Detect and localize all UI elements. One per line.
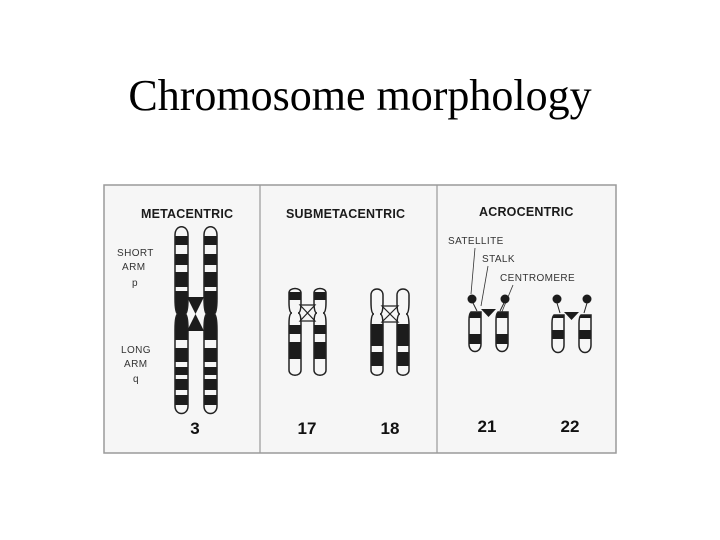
satellite xyxy=(553,295,562,304)
satellite-label: SATELLITE xyxy=(448,236,504,247)
chromosome-number: 3 xyxy=(190,419,200,438)
chromatid xyxy=(173,222,191,422)
header-metacentric: METACENTRIC xyxy=(141,207,234,221)
chromosome-number: 22 xyxy=(560,417,580,436)
svg-text:ARM: ARM xyxy=(124,359,148,370)
svg-text:ARM: ARM xyxy=(122,262,146,273)
chromosome-number: 18 xyxy=(380,419,400,438)
chromatid xyxy=(369,284,385,379)
stalk-label: STALK xyxy=(482,254,515,265)
svg-text:SHORT: SHORT xyxy=(117,248,154,259)
chromatid xyxy=(312,284,328,379)
header-submetacentric: SUBMETACENTRIC xyxy=(286,207,406,221)
chromatid xyxy=(287,284,303,379)
chromosome-figure xyxy=(103,184,617,459)
satellite xyxy=(501,295,510,304)
svg-text:q: q xyxy=(133,374,139,385)
header-acrocentric: ACROCENTRIC xyxy=(479,205,574,219)
svg-text:p: p xyxy=(132,278,138,289)
satellite xyxy=(468,295,477,304)
satellite xyxy=(583,295,592,304)
centromere-label: CENTROMERE xyxy=(500,273,576,284)
slide-title: Chromosome morphology xyxy=(128,71,592,120)
chromosome-number: 17 xyxy=(297,419,317,438)
chromatid xyxy=(202,222,220,422)
chromosome-diagram xyxy=(103,184,617,454)
svg-text:LONG: LONG xyxy=(121,345,151,356)
chromosome-number: 21 xyxy=(477,417,497,436)
chromatid xyxy=(395,284,411,379)
